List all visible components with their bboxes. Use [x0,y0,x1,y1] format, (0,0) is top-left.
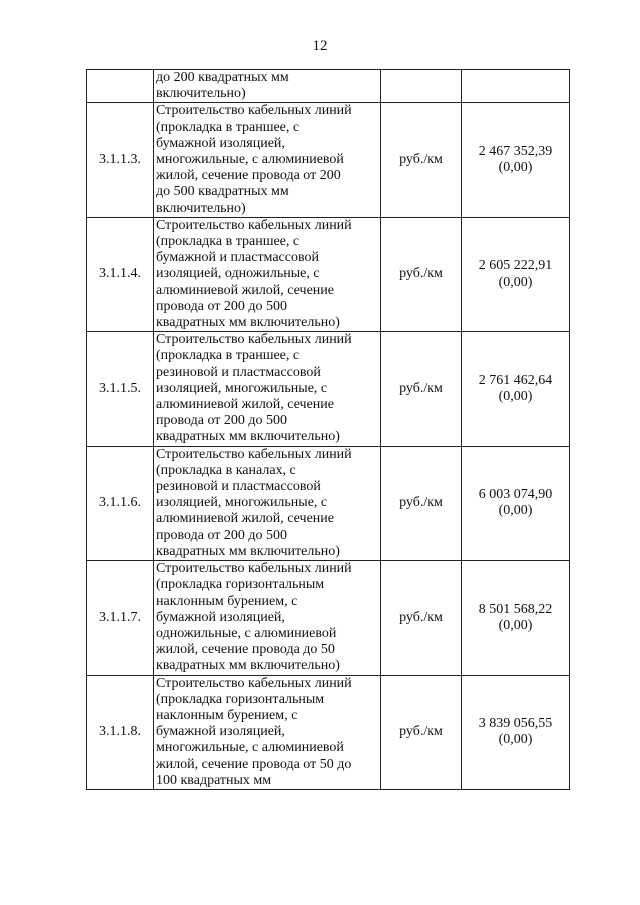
table-row [87,217,570,331]
item-description [154,103,381,217]
page-number: 12 [312,38,328,54]
item-value [462,332,570,446]
item-unit: руб./км [381,217,462,331]
description-line: (прокладка в каналах, с [156,462,296,478]
item-value [462,217,570,331]
value-amount: 2 467 352,39 [478,143,553,159]
item-number: 3.1.1.8. [87,675,154,789]
value-amount: 3 839 056,55 [478,716,553,732]
description-line: многожильные, с алюминиевой [156,740,344,756]
description-line: изоляцией, одножильные, с [156,266,320,282]
item-value [462,561,570,675]
value-note: (0,00) [498,617,533,633]
item-value [462,675,570,789]
description-line: бумажной изоляцией, [156,135,285,151]
description-line: (прокладка в траншее, с [156,348,300,364]
description-line: жилой, сечение провода от 50 до [156,756,352,772]
description-line: бумажной изоляцией, [156,609,285,625]
value-note: (0,00) [498,388,533,404]
value-note: (0,00) [498,160,533,176]
description-line: жилой, сечение провода до 50 [156,642,335,658]
item-value [462,103,570,217]
item-unit [381,70,462,103]
description-line: одножильные, с алюминиевой [156,625,337,641]
item-number: 3.1.1.6. [87,446,154,560]
description-line: алюминиевой жилой, сечение [156,511,335,527]
description-line: квадратных мм включительно) [156,543,340,559]
value-note: (0,00) [498,503,533,519]
tariff-table [86,69,570,790]
item-description [154,217,381,331]
table-row [87,70,570,103]
description-line: провода от 200 до 500 [156,527,287,543]
table-row [87,332,570,446]
item-number: 3.1.1.7. [87,561,154,675]
item-description [154,70,381,103]
item-unit: руб./км [381,675,462,789]
description-line: наклонным бурением, с [156,707,298,723]
item-value [462,446,570,560]
description-line: многожильные, с алюминиевой [156,152,344,168]
value-note: (0,00) [498,274,533,290]
item-description [154,446,381,560]
description-line: (прокладка в траншее, с [156,234,300,250]
description-line: резиновой и пластмассовой [156,364,321,380]
description-line: (прокладка в траншее, с [156,119,300,135]
item-description [154,561,381,675]
description-line: (прокладка горизонтальным [156,577,325,593]
description-line: изоляцией, многожильные, с [156,380,328,396]
table-body [87,70,570,790]
description-line: включительно) [156,200,246,216]
item-number: 3.1.1.3. [87,103,154,217]
description-line: 100 квадратных мм [156,772,272,788]
description-line: алюминиевой жилой, сечение [156,397,335,413]
item-unit: руб./км [381,446,462,560]
description-line: резиновой и пластмассовой [156,479,321,495]
description-line: квадратных мм включительно) [156,658,340,674]
table-row [87,675,570,789]
description-line: (прокладка горизонтальным [156,691,325,707]
description-line: квадратных мм включительно) [156,315,340,331]
description-line: Строительство кабельных линий [156,103,352,119]
description-line: Строительство кабельных линий [156,561,352,577]
value-amount: 8 501 568,22 [478,601,553,617]
item-unit: руб./км [381,332,462,446]
value-amount: 2 761 462,64 [478,372,553,388]
description-line: жилой, сечение провода от 200 [156,168,341,184]
description-line: Строительство кабельных линий [156,675,352,691]
item-unit: руб./км [381,561,462,675]
item-number: 3.1.1.5. [87,332,154,446]
item-number: 3.1.1.4. [87,217,154,331]
description-line: Строительство кабельных линий [156,332,352,348]
description-line: изоляцией, многожильные, с [156,495,328,511]
description-line: до 500 квадратных мм [156,184,289,200]
description-line: Строительство кабельных линий [156,217,352,233]
value-note: (0,00) [498,732,533,748]
table-row [87,446,570,560]
table-row [87,103,570,217]
item-unit: руб./км [381,103,462,217]
item-description [154,332,381,446]
table-row [87,561,570,675]
description-line: провода от 200 до 500 [156,298,287,314]
item-value [462,70,570,103]
description-line: включительно) [156,86,246,102]
value-amount: 6 003 074,90 [478,487,553,503]
description-line: Строительство кабельных линий [156,446,352,462]
item-number [87,70,154,103]
description-line: бумажной изоляцией, [156,724,285,740]
description-line: квадратных мм включительно) [156,429,340,445]
description-line: бумажной и пластмассовой [156,250,319,266]
description-line: алюминиевой жилой, сечение [156,282,335,298]
description-line: наклонным бурением, с [156,593,298,609]
description-line: провода от 200 до 500 [156,413,287,429]
description-line: до 200 квадратных мм [156,70,289,85]
value-amount: 2 605 222,91 [478,258,553,274]
item-description [154,675,381,789]
